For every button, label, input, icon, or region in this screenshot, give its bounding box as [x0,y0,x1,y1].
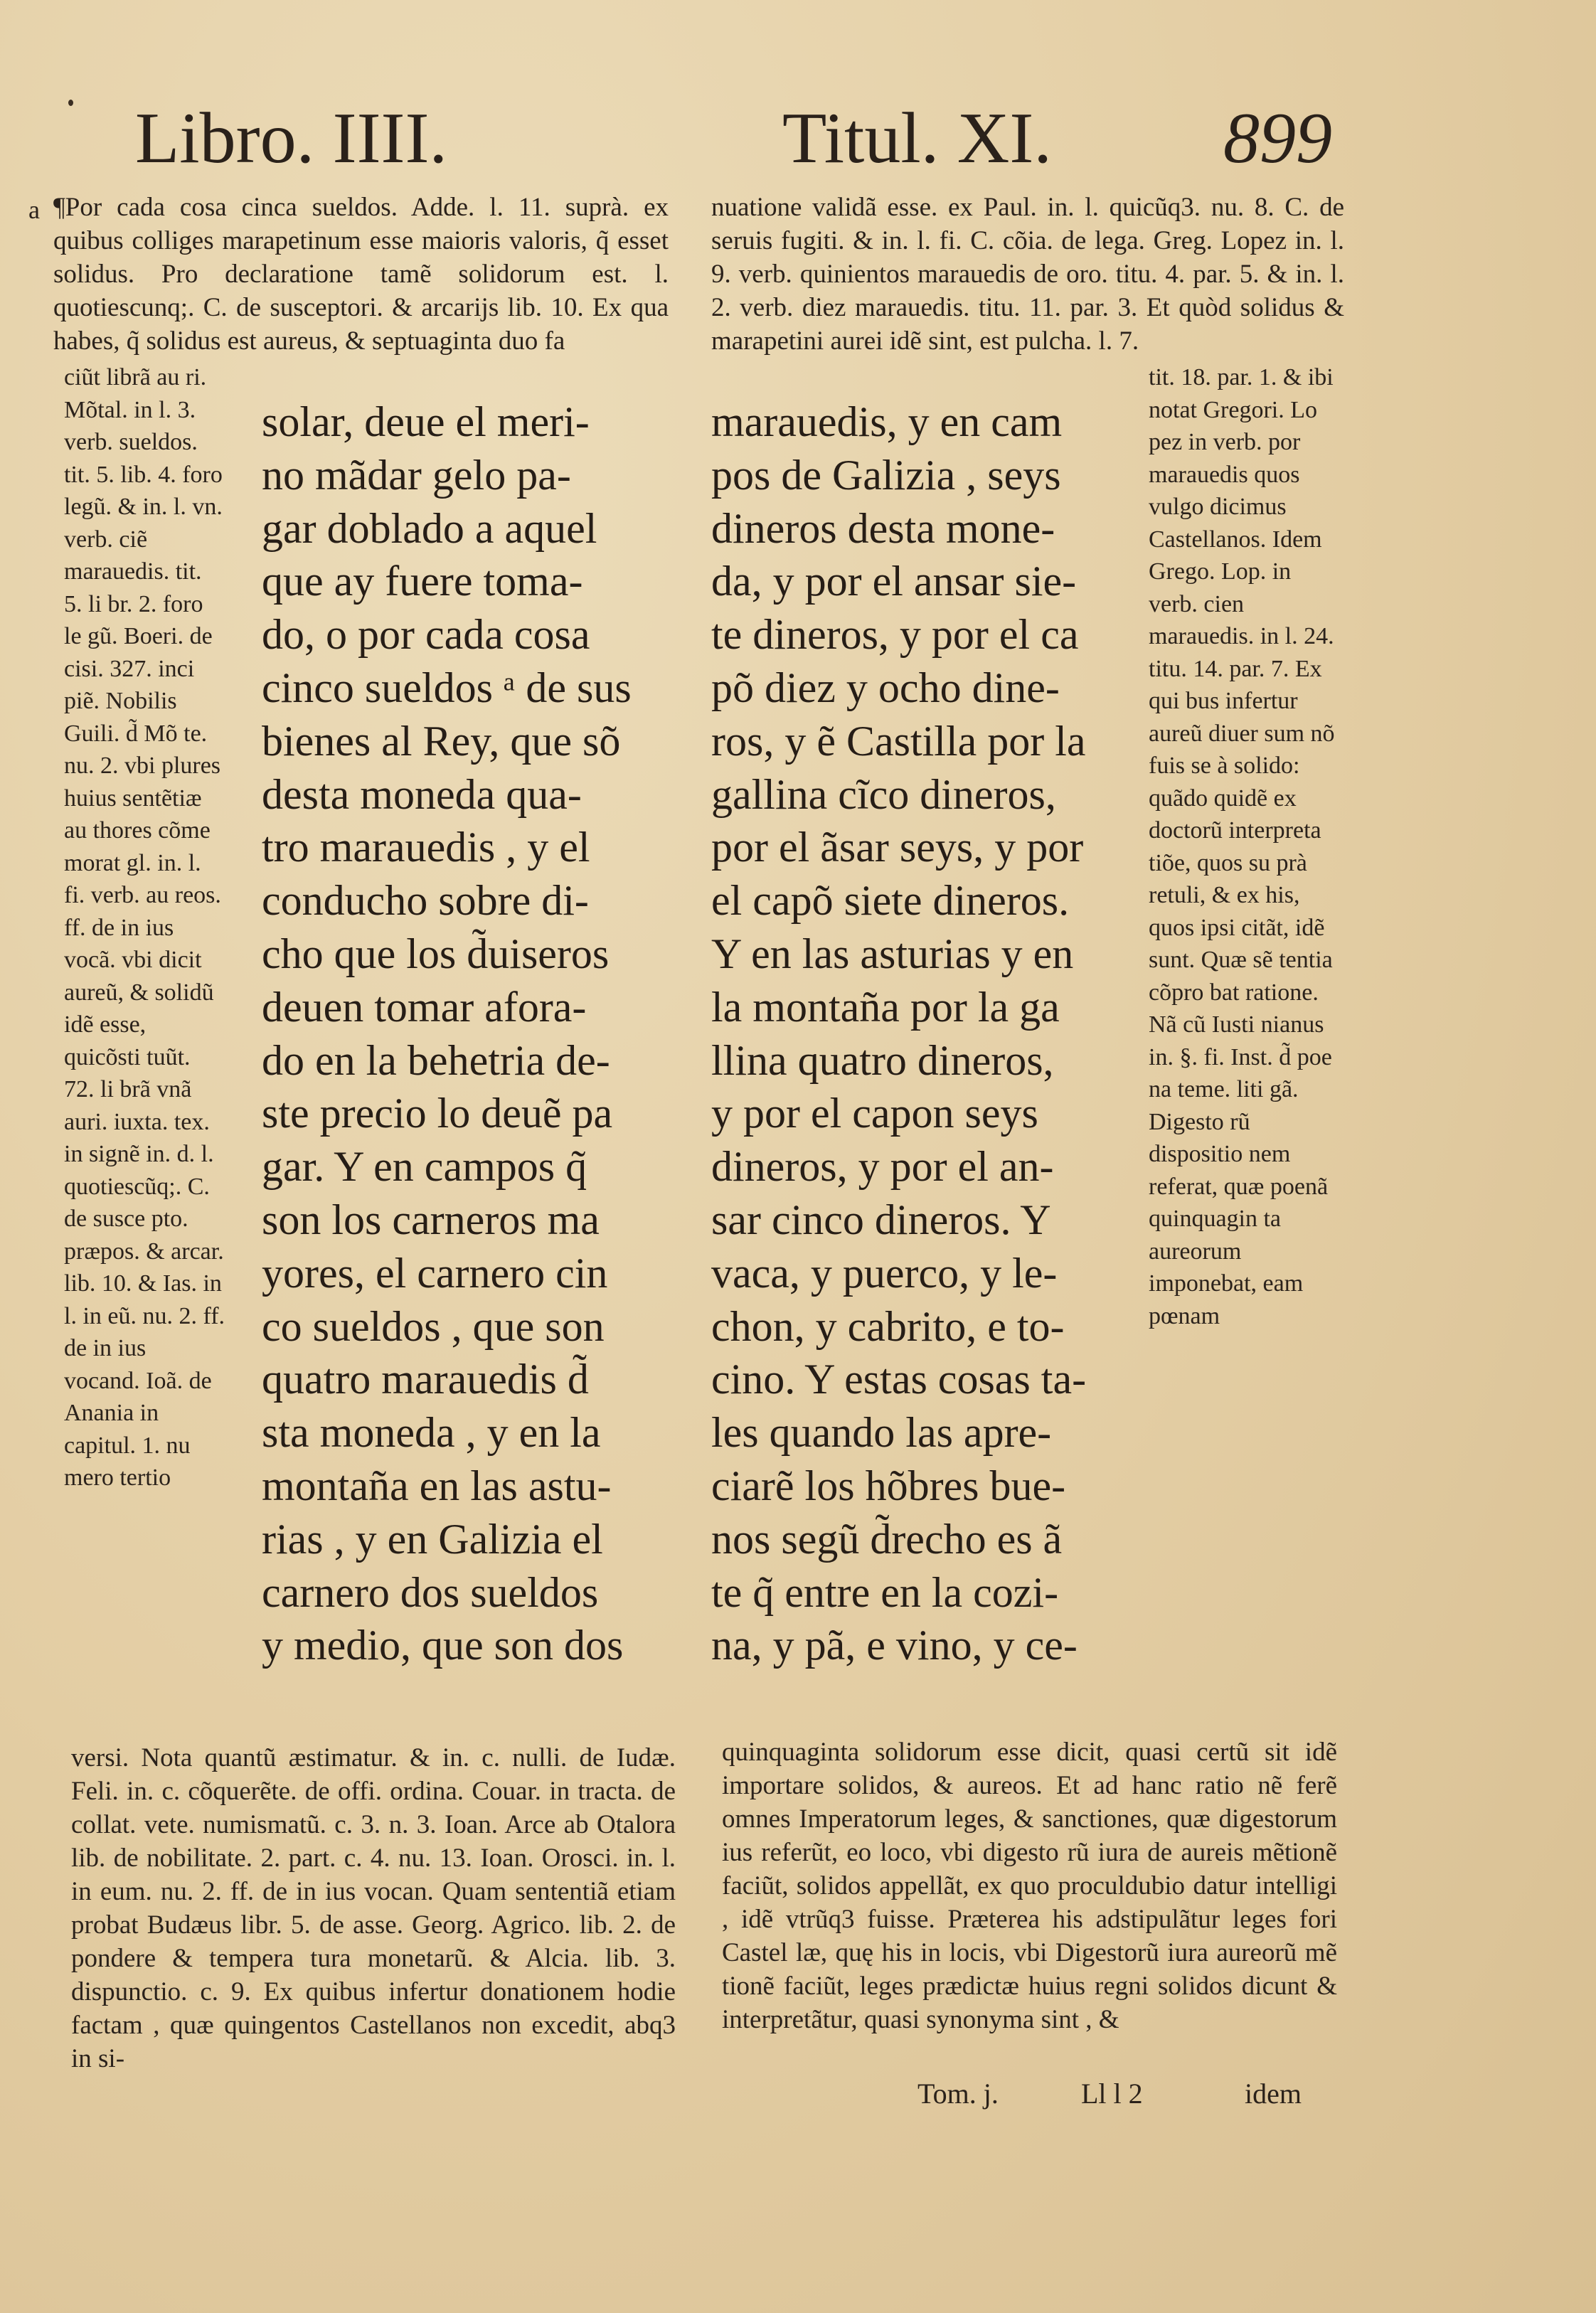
text-line: quatro marauedis d̃ [262,1356,589,1403]
main-text-column-right [711,395,1124,1672]
gloss-right-margin-text: tit. 18. par. 1. & ibi notat Gregori. Lo pez in verb. por marauedis quos vulgo dicimus Castellanos. Idem Grego. Lop. in verb. cien marauedis. in l. 24. titu. 14. par. 7. Ex qui bus infertur aureũ diuer sum nõ fuis se à solido: quãdo quidẽ ex doctorũ interpreta tiõe, quos su prà retuli, & ex his, quos ipsi citãt, idẽ sunt. Quæ sẽ tentia cõpro bat ratione. Nã cũ Iusti nianus in. §. fi. Inst. d̃ poe na teme. liti gã. Digesto rũ dispositio nem referat, quæ poenã quinquagin ta aureorum imponebat, eam pœnam [1149,364,1335,1329]
text-line: cho que los d̃uiseros [262,930,610,977]
gloss-left-margin-text: ciũt librã au ri. Mõtal. in l. 3. verb. sueldos. tit. 5. lib. 4. foro legũ. & in. l. vn. verb. ciẽ marauedis. tit. 5. li br. 2. foro le gũ. Boeri. de cisi. 327. inci piẽ. Nobilis Guili. d̃ Mõ te. nu. 2. vbi plures huius sentẽtiæ au thores cõme morat gl. in. l. fi. verb. au reos. ff. de in ius vocã. vbi dicit aureũ, & solidũ idẽ esse, quicõsti tuũt. 72. li brã vnã auri. iuxta. tex. in signẽ in. d. l. quotiescũq;. C. de susce pto. præpos. & arcar. lib. 10. & Ias. in l. in eũ. nu. 2. ff. de in ius vocand. Ioã. de Anania in capitul. 1. nu mero tertio [64,364,225,1491]
text-line: vaca, y puerco, y le- [711,1249,1058,1297]
text-line: ste precio lo deuẽ pa [262,1090,613,1137]
text-line: chon, y cabrito, e to- [711,1302,1065,1350]
text-line: te q̃ entre en la cozi- [711,1568,1059,1616]
gloss-top-right [711,191,1344,358]
footer-signature: Ll l 2 [1081,2078,1143,2110]
text-line: põ diez y ocho dine- [711,664,1060,711]
gloss-left-margin [64,361,225,1494]
ink-spot [68,100,73,106]
text-line: na, y pã, e vino, y ce- [711,1622,1078,1669]
text-line: ciarẽ los hõbres bue- [711,1462,1066,1509]
text-line: dineros desta mone- [711,504,1055,552]
text-line: dineros, y por el an- [711,1143,1054,1191]
text-line: la montaña por la ga [711,983,1060,1031]
text-line: do, o por cada cosa [262,611,590,659]
text-line: Y en las asturias y en [711,930,1074,977]
gloss-bottom-right [722,1735,1337,2036]
text-line: cinco sueldos ᵃ de sus [262,664,632,711]
footer-catchword: idem [1245,2078,1302,2110]
text-line: rias , y en Galizia el [262,1515,603,1563]
text-line: tro marauedis , y el [262,824,590,871]
running-header [135,92,1344,185]
text-line: gar doblado a aquel [262,504,597,552]
text-line: son los carneros ma [262,1196,600,1243]
text-line: bienes al Rey, que sõ [262,717,621,765]
text-line: conducho sobre di- [262,877,589,925]
text-line: nos segũ d̃recho es ã [711,1515,1063,1563]
text-line: yores, el carnero cin [262,1249,608,1297]
page-footer [917,2077,1344,2112]
text-line: te dineros, y por el ca [711,611,1079,659]
header-titul: Titul. XI. [782,98,1052,179]
gloss-top-left [28,191,669,358]
text-line: y medio, que son dos [262,1622,624,1669]
text-line: montaña en las astu- [262,1462,612,1509]
folio-number: 899 [1223,98,1332,179]
gloss-marker: a [28,196,40,224]
gloss-top-right-text: nuatione validã esse. ex Paul. in. l. quicũq3. nu. 8. C. de seruis fugiti. & in. l. fi. C. cõia. de lega. Greg. Lopez in. l. 9. verb. quinientos marauedis de oro. titu. 4. par. 5. & in. l. 2. verb. diez marauedis. titu. 11. par. 3. Et quòd solidus & marapetini aurei idẽ sint, est pulcha. l. 7. [711,193,1344,356]
text-line: no mãdar gelo pa- [262,451,571,499]
gloss-bottom-left-text: versi. Nota quantũ æstimatur. & in. c. nulli. de Iudæ. Feli. in. c. cõquerẽte. de offi. ordina. Couar. in tracta. de collat. vete. numismatũ. c. 3. n. 3. Ioan. Arce ab Otalora lib. de nobilitate. 2. part. c. 4. nu. 13. Ioan. Orosci. in. l. in eum. nu. 2. ff. de in ius vocan. Quam sententiã etiam probat Budæus libr. 5. de asse. Georg. Agrico. lib. 2. de pondere & tempera tura monetarũ. & Alcia. lib. 3. dispunctio. c. 9. Ex quibus infertur donationem hodie factam , quæ quingentos Castellanos non excedit, abq3 in si- [71,1743,676,2073]
gloss-right-margin [1149,361,1341,1332]
text-line: sta moneda , y en la [262,1409,601,1457]
text-line: da, y por el ansar sie- [711,558,1077,605]
text-line: marauedis, y en cam [711,398,1063,445]
text-line: solar, deue el meri- [262,398,590,445]
text-line: gallina cĩco dineros, [711,770,1056,818]
text-line: carnero dos sueldos [262,1568,599,1616]
text-line: que ay fuere toma- [262,558,583,605]
text-line: llina quatro dineros, [711,1036,1054,1084]
text-line: cino. Y estas cosas ta- [711,1356,1087,1403]
text-line: les quando las apre- [711,1409,1052,1457]
text-line: el capõ siete dineros. [711,877,1070,925]
gloss-top-left-text: ¶Por cada cosa cinca sueldos. Adde. l. 11. suprà. ex quibus colliges marapetinum esse maioris valoris, q̃ esset solidus. Pro declaratione tamẽ solidorum est. l. quotiescunq;. C. de susceptori. & arcarijs lib. 10. Ex qua habes, q̃ solidus est aureus, & septuaginta duo fa [53,193,669,356]
text-line: por el ãsar seys, y por [711,824,1084,871]
gloss-bottom-right-text: quinquaginta solidorum esse dicit, quasi certũ sit idẽ importare solidos, & aureos. Et ad hanc ratio nẽ ferẽ omnes Imperatorum leges, & sanctiones, quæ digestorum ius referũt, eo loco, vbi digesto rũ iura de aureis mẽtionẽ faciũt, solidos appellãt, ex quo proculdubio datur intelligi , idẽ vtrũq3 fuisse. Præterea his adstipulãtur leges fori Castel læ, quę his in locis, vbi Digestorũ iura aureorũ mẽ tionẽ faciũt, leges prædictæ huius regni solidos dicunt & interpretãtur, quasi synonyma sint , & [722,1738,1337,2034]
footer-tom: Tom. j. [917,2078,999,2110]
header-libro: Libro. IIII. [135,98,447,179]
text-line: gar. Y en campos q̃ [262,1143,587,1191]
text-line: sar cinco dineros. Y [711,1196,1051,1243]
main-text-column-left [262,395,676,1672]
text-line: deuen tomar afora- [262,983,587,1031]
text-line: desta moneda qua- [262,770,582,818]
text-line: do en la behetria de- [262,1036,610,1084]
text-line: co sueldos , que son [262,1302,605,1350]
text-line: ros, y ẽ Castilla por la [711,717,1086,765]
gloss-bottom-left [71,1741,676,2075]
text-line: pos de Galizia , seys [711,451,1061,499]
text-line: y por el capon seys [711,1090,1038,1137]
